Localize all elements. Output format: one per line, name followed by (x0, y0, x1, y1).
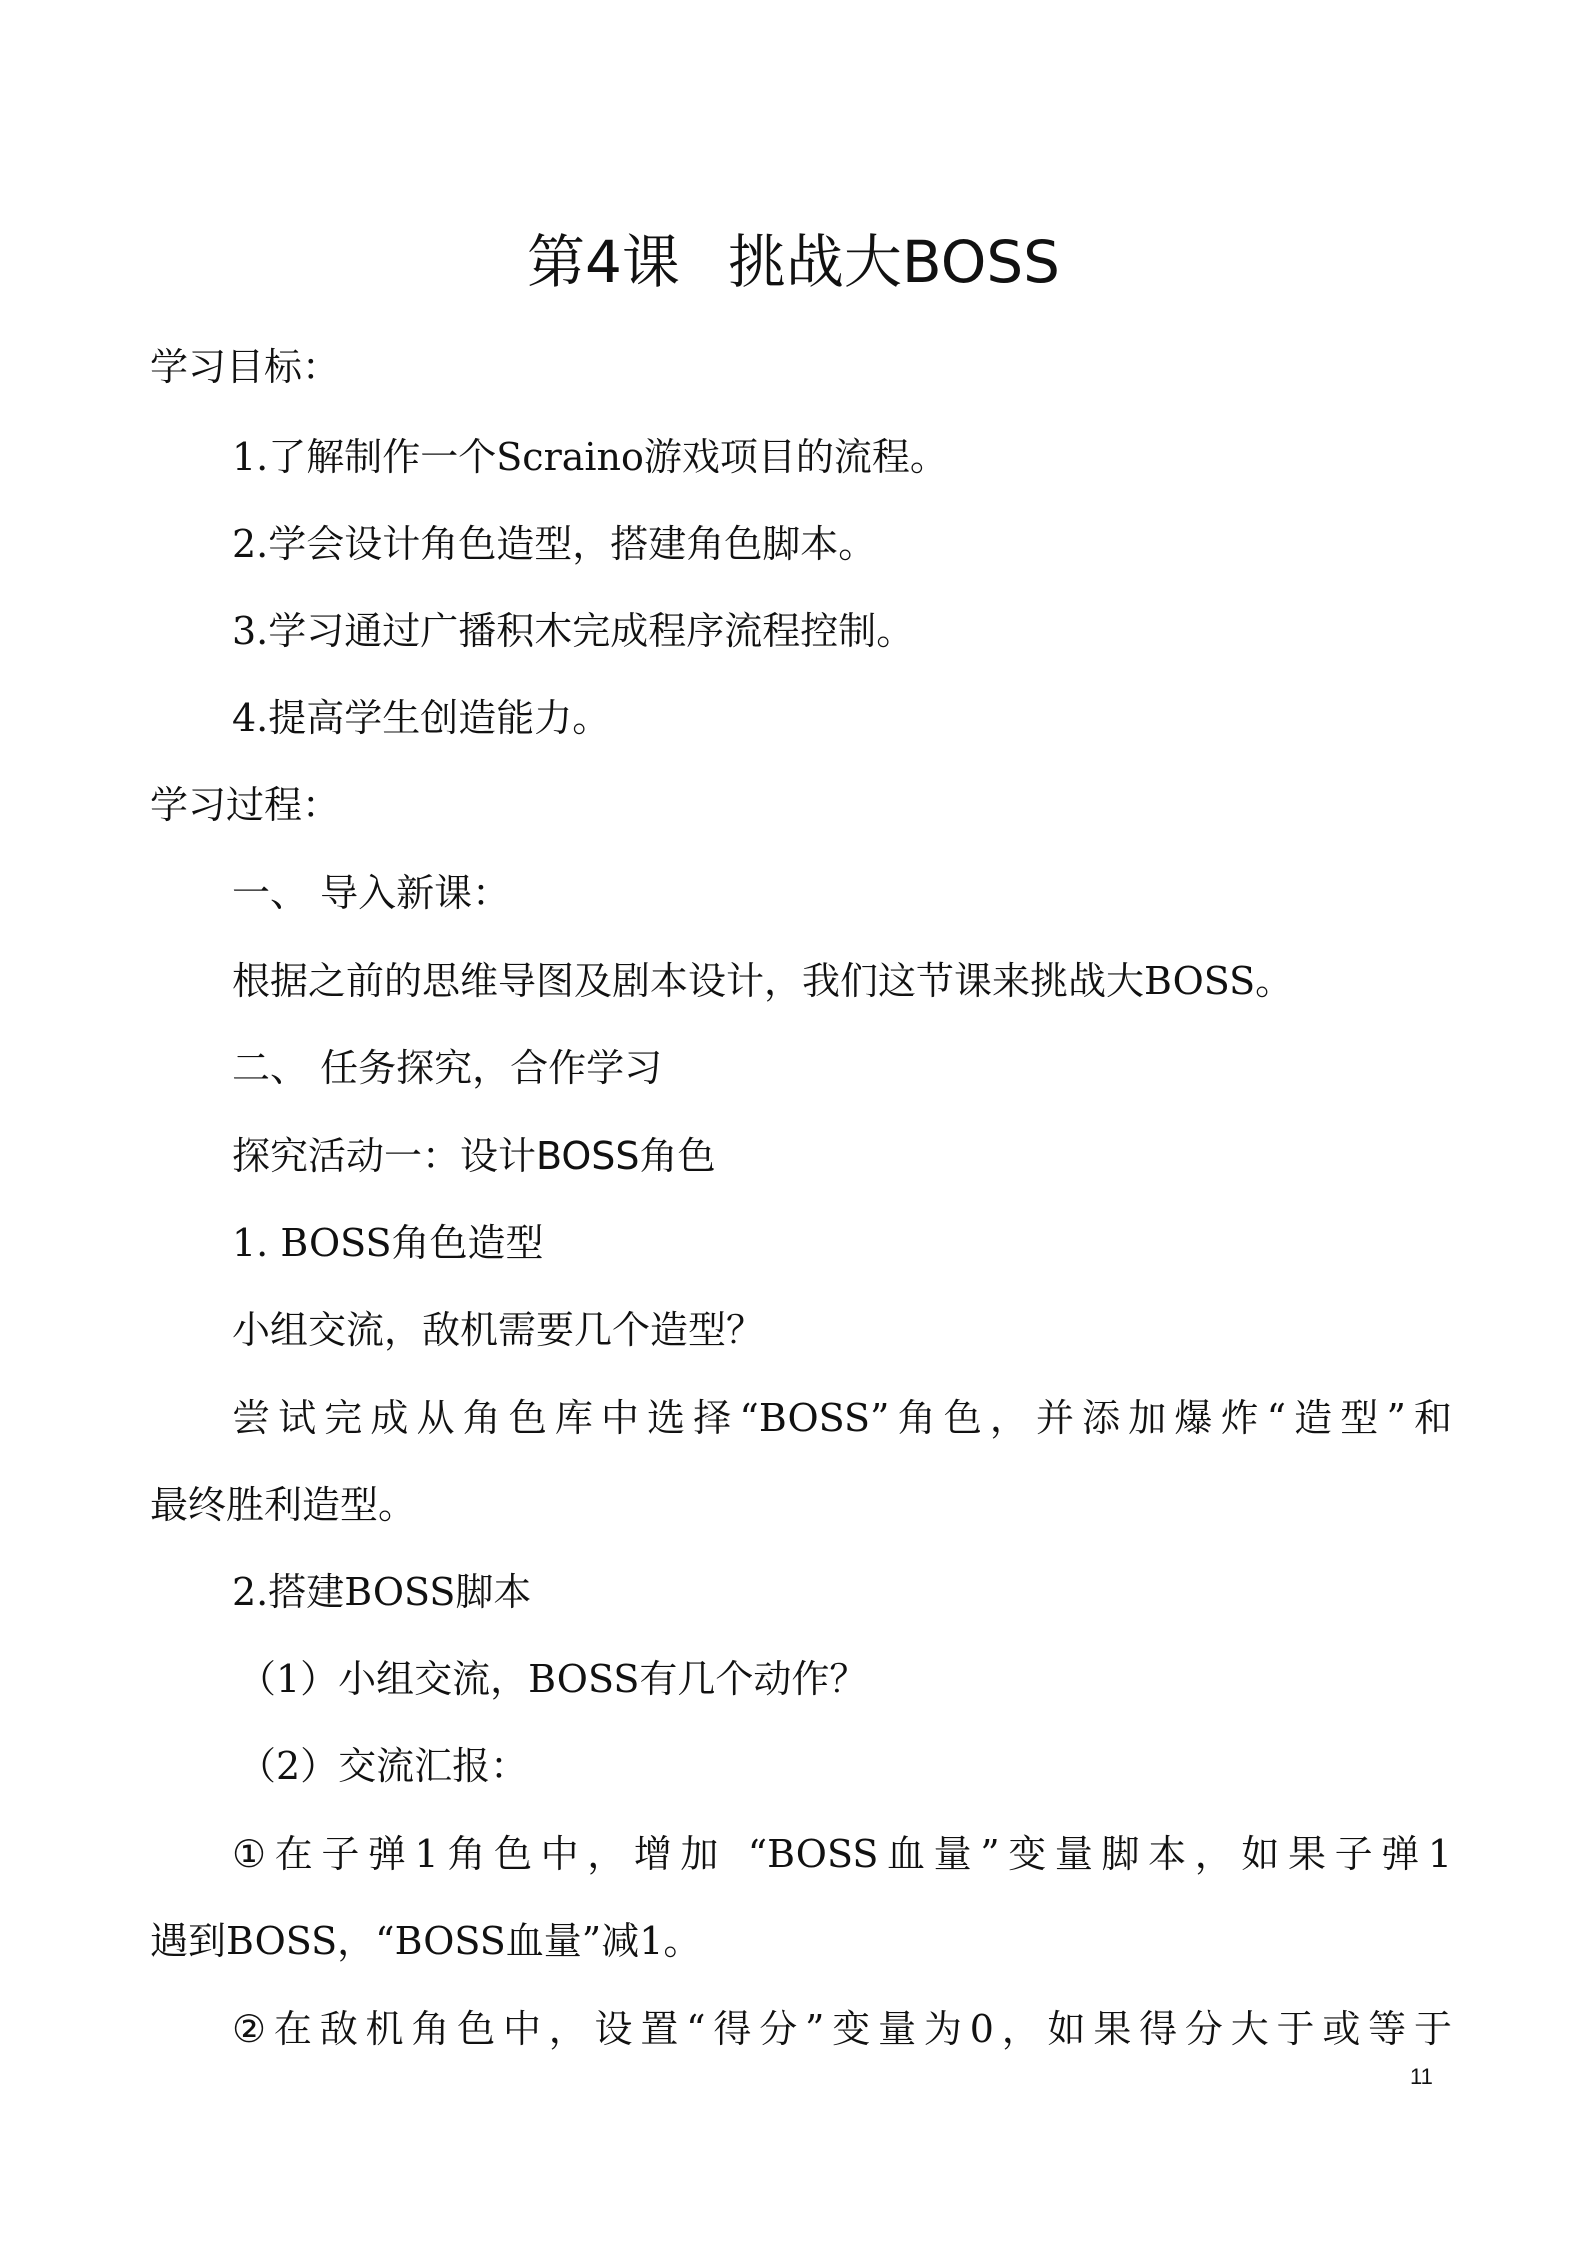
objective-item-4: 4.提高学生创造能力。 (232, 696, 611, 740)
objective-item-1: 1.了解制作一个Scraino游戏项目的流程。 (232, 435, 948, 479)
process-heading: 学习过程： (150, 783, 341, 827)
lesson-number: 第4课 (527, 228, 680, 296)
point1-line1-text: 在子弹1角色中，增加 “BOSS血量”变量脚本，如果子弹1 (266, 1832, 1452, 1876)
point2-line1-text: 在敌机角色中，设置“得分”变量为0，如果得分大于或等于 (266, 2007, 1452, 2051)
step1-task-line2: 最终胜利造型。 (150, 1483, 417, 1527)
section2-heading: 二、 任务探究，合作学习 (232, 1046, 663, 1090)
point2-line1 (232, 2004, 1452, 2054)
lesson-topic: 挑战大BOSS (727, 228, 1060, 296)
objectives-heading: 学习目标： (150, 345, 341, 389)
point1-line2: 遇到BOSS，“BOSS血量”减1。 (150, 1919, 702, 1963)
objective-item-2: 2.学会设计角色造型，搭建角色脚本。 (232, 522, 877, 566)
page-number: 11 (1410, 2064, 1433, 2089)
step2-question-1: （1）小组交流，BOSS有几个动作？ (238, 1657, 868, 1701)
objective-item-3: 3.学习通过广播积木完成程序流程控制。 (232, 609, 915, 653)
circled-number-2: ② (232, 2007, 267, 2051)
section1-text: 根据之前的思维导图及剧本设计，我们这节课来挑战大BOSS。 (232, 959, 1294, 1003)
step1-question: 小组交流，敌机需要几个造型？ (232, 1308, 765, 1352)
lesson-title (0, 222, 1587, 302)
section1-heading: 一、 导入新课： (232, 871, 511, 915)
step1-task-line1: 尝试完成从角色库中选择“BOSS”角色，并添加爆炸“造型”和 (232, 1396, 1452, 1440)
step1-title: 1. BOSS角色造型 (232, 1221, 544, 1265)
activity1-heading: 探究活动一：设计BOSS角色 (232, 1134, 716, 1178)
circled-number-1: ① (232, 1832, 267, 1876)
point1-line1 (232, 1829, 1452, 1879)
step2-question-2: （2）交流汇报： (238, 1744, 529, 1788)
step2-title: 2.搭建BOSS脚本 (232, 1570, 532, 1614)
